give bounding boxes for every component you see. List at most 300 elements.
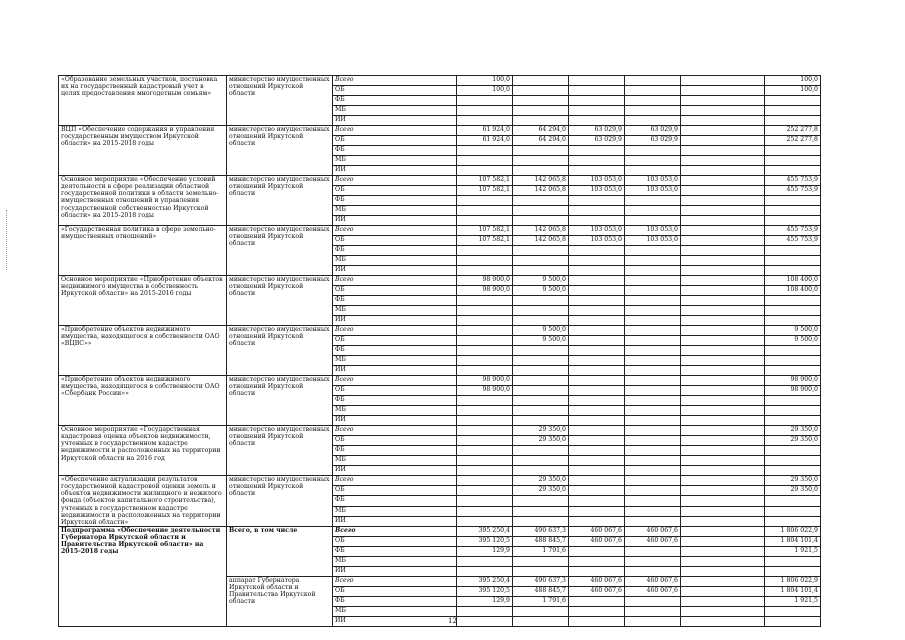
funding-source-cell: ИИ: [333, 616, 457, 626]
total-value-cell: 1 921,5: [765, 596, 821, 606]
year-value-cell: 9 500,0: [513, 326, 569, 336]
year-value-cell: [625, 446, 681, 456]
spacer-cell: [681, 306, 765, 316]
year-value-cell: [625, 336, 681, 346]
total-value-cell: [765, 316, 821, 326]
year-value-cell: 107 582,1: [457, 236, 513, 246]
year-value-cell: 103 053,0: [625, 186, 681, 196]
year-value-cell: 9 500,0: [513, 336, 569, 346]
year-value-cell: 63 029,9: [625, 126, 681, 136]
year-value-cell: [457, 566, 513, 576]
year-value-cell: [569, 426, 625, 436]
total-value-cell: 9 500,0: [765, 336, 821, 346]
table-row: [59, 76, 821, 86]
funding-source-cell: ОБ: [333, 436, 457, 446]
total-value-cell: [765, 196, 821, 206]
funding-source-cell: ФБ: [333, 446, 457, 456]
year-value-cell: 395 120,5: [457, 586, 513, 596]
year-value-cell: 490 637,3: [513, 526, 569, 536]
funding-source-cell: ИИ: [333, 566, 457, 576]
total-value-cell: [765, 356, 821, 366]
year-value-cell: [569, 86, 625, 96]
total-value-cell: 455 753,9: [765, 226, 821, 236]
year-value-cell: [625, 76, 681, 86]
year-value-cell: [513, 446, 569, 456]
year-value-cell: [457, 306, 513, 316]
spacer-cell: [681, 326, 765, 336]
total-value-cell: [765, 296, 821, 306]
funding-source-cell: ОБ: [333, 486, 457, 496]
year-value-cell: [457, 156, 513, 166]
total-value-cell: 252 277,8: [765, 136, 821, 146]
year-value-cell: [625, 496, 681, 506]
funding-source-cell: ОБ: [333, 236, 457, 246]
year-value-cell: [457, 326, 513, 336]
total-value-cell: 29 350,0: [765, 426, 821, 436]
year-value-cell: 63 029,9: [625, 136, 681, 146]
spacer-cell: [681, 296, 765, 306]
year-value-cell: [513, 306, 569, 316]
total-value-cell: 252 277,8: [765, 126, 821, 136]
table-row: [59, 126, 821, 136]
year-value-cell: [625, 396, 681, 406]
funding-source-cell: МБ: [333, 506, 457, 516]
measure-name-cell: «Приобретение объектов недвижимого имущества, находящегося в собственности ОАО «Сбербанк России»»: [59, 376, 227, 426]
spacer-cell: [681, 606, 765, 616]
year-value-cell: [569, 276, 625, 286]
year-value-cell: [457, 556, 513, 566]
total-value-cell: 29 350,0: [765, 486, 821, 496]
budget-table: [58, 75, 821, 627]
executor-cell: министерство имущественных отношений Иркутской области: [227, 126, 333, 176]
year-value-cell: [625, 216, 681, 226]
funding-source-cell: ФБ: [333, 96, 457, 106]
total-value-cell: [765, 106, 821, 116]
funding-source-cell: ОБ: [333, 336, 457, 346]
year-value-cell: [625, 316, 681, 326]
spacer-cell: [681, 556, 765, 566]
year-value-cell: [513, 166, 569, 176]
year-value-cell: [569, 246, 625, 256]
spacer-cell: [681, 126, 765, 136]
year-value-cell: [569, 386, 625, 396]
year-value-cell: 460 067,6: [569, 536, 625, 546]
total-value-cell: [765, 246, 821, 256]
total-value-cell: 29 350,0: [765, 436, 821, 446]
total-value-cell: 455 753,9: [765, 176, 821, 186]
spacer-cell: [681, 236, 765, 246]
year-value-cell: [625, 96, 681, 106]
total-value-cell: 98 900,0: [765, 376, 821, 386]
year-value-cell: [625, 436, 681, 446]
spacer-cell: [681, 416, 765, 426]
table-row: [59, 176, 821, 186]
year-value-cell: [513, 206, 569, 216]
year-value-cell: 61 924,0: [457, 126, 513, 136]
year-value-cell: [569, 546, 625, 556]
year-value-cell: [625, 296, 681, 306]
funding-source-cell: ОБ: [333, 286, 457, 296]
spacer-cell: [681, 346, 765, 356]
spacer-cell: [681, 266, 765, 276]
total-value-cell: [765, 396, 821, 406]
funding-source-cell: ОБ: [333, 186, 457, 196]
year-value-cell: [457, 346, 513, 356]
year-value-cell: [569, 396, 625, 406]
funding-source-cell: Всего: [333, 326, 457, 336]
funding-source-cell: МБ: [333, 256, 457, 266]
year-value-cell: 107 582,1: [457, 226, 513, 236]
year-value-cell: [569, 336, 625, 346]
funding-source-cell: ИИ: [333, 316, 457, 326]
total-value-cell: [765, 366, 821, 376]
year-value-cell: [625, 206, 681, 216]
year-value-cell: 107 582,1: [457, 176, 513, 186]
table-row: [59, 226, 821, 236]
year-value-cell: 29 350,0: [513, 436, 569, 446]
year-value-cell: [513, 356, 569, 366]
spacer-cell: [681, 516, 765, 526]
total-value-cell: [765, 456, 821, 466]
year-value-cell: [569, 606, 625, 616]
year-value-cell: 460 067,6: [625, 576, 681, 586]
table-row: [59, 426, 821, 436]
funding-source-cell: Всего: [333, 226, 457, 236]
subprogram-name-cell: Подпрограмма «Обеспечение деятельности Губернатора Иркутской области и Правительства Иркутской области» на 2015-2018 годы: [59, 526, 227, 626]
executor-cell: министерство имущественных отношений Иркутской области: [227, 326, 333, 376]
total-value-cell: 108 400,0: [765, 286, 821, 296]
year-value-cell: [513, 606, 569, 616]
year-value-cell: [569, 256, 625, 266]
total-value-cell: [765, 566, 821, 576]
funding-source-cell: Всего: [333, 176, 457, 186]
spacer-cell: [681, 156, 765, 166]
spacer-cell: [681, 276, 765, 286]
year-value-cell: [457, 356, 513, 366]
year-value-cell: [569, 76, 625, 86]
year-value-cell: [513, 156, 569, 166]
year-value-cell: [457, 96, 513, 106]
funding-source-cell: МБ: [333, 406, 457, 416]
executor-cell: министерство имущественных отношений Иркутской области: [227, 376, 333, 426]
funding-source-cell: ОБ: [333, 586, 457, 596]
total-value-cell: 1 921,5: [765, 546, 821, 556]
year-value-cell: [457, 206, 513, 216]
funding-source-cell: ИИ: [333, 366, 457, 376]
year-value-cell: 9 500,0: [513, 286, 569, 296]
year-value-cell: [569, 456, 625, 466]
funding-source-cell: ИИ: [333, 466, 457, 476]
year-value-cell: [513, 266, 569, 276]
year-value-cell: 98 900,0: [457, 286, 513, 296]
year-value-cell: [513, 376, 569, 386]
year-value-cell: [513, 116, 569, 126]
year-value-cell: [625, 466, 681, 476]
executor-cell: аппарат Губернатора Иркутской области и Правительства Иркутской области: [227, 576, 333, 626]
year-value-cell: [569, 486, 625, 496]
year-value-cell: [569, 106, 625, 116]
year-value-cell: [513, 86, 569, 96]
total-value-cell: 108 400,0: [765, 276, 821, 286]
year-value-cell: 460 067,6: [569, 526, 625, 536]
year-value-cell: [457, 396, 513, 406]
measure-name-cell: Основное мероприятие «Приобретение объектов недвижимого имущества в собственность Иркутской области» на 2015-2016 годы: [59, 276, 227, 326]
year-value-cell: [569, 496, 625, 506]
total-value-cell: [765, 416, 821, 426]
year-value-cell: 129,9: [457, 546, 513, 556]
total-value-cell: [765, 606, 821, 616]
year-value-cell: [513, 316, 569, 326]
year-value-cell: [625, 196, 681, 206]
year-value-cell: [569, 556, 625, 566]
spacer-cell: [681, 436, 765, 446]
year-value-cell: [569, 416, 625, 426]
spacer-cell: [681, 576, 765, 586]
table-row: [59, 276, 821, 286]
year-value-cell: [569, 206, 625, 216]
year-value-cell: 142 065,8: [513, 236, 569, 246]
year-value-cell: [625, 376, 681, 386]
year-value-cell: [457, 456, 513, 466]
year-value-cell: [513, 416, 569, 426]
year-value-cell: 61 924,0: [457, 136, 513, 146]
funding-source-cell: Всего: [333, 376, 457, 386]
spacer-cell: [681, 406, 765, 416]
spacer-cell: [681, 196, 765, 206]
spacer-cell: [681, 136, 765, 146]
year-value-cell: 103 053,0: [625, 176, 681, 186]
total-value-cell: [765, 146, 821, 156]
year-value-cell: 29 350,0: [513, 476, 569, 486]
funding-source-cell: МБ: [333, 106, 457, 116]
year-value-cell: [513, 466, 569, 476]
year-value-cell: [625, 116, 681, 126]
year-value-cell: [569, 466, 625, 476]
year-value-cell: [457, 496, 513, 506]
year-value-cell: [513, 506, 569, 516]
spacer-cell: [681, 226, 765, 236]
funding-source-cell: Всего: [333, 526, 457, 536]
year-value-cell: [457, 246, 513, 256]
year-value-cell: [569, 306, 625, 316]
year-value-cell: [569, 286, 625, 296]
spacer-cell: [681, 466, 765, 476]
year-value-cell: [457, 166, 513, 176]
total-value-cell: 1 806 022,9: [765, 526, 821, 536]
spacer-cell: [681, 176, 765, 186]
spacer-cell: [681, 336, 765, 346]
spacer-cell: [681, 166, 765, 176]
year-value-cell: [513, 566, 569, 576]
executor-cell: Всего, в том числе: [227, 526, 333, 576]
year-value-cell: [457, 506, 513, 516]
year-value-cell: [569, 326, 625, 336]
total-value-cell: 1 804 101,4: [765, 586, 821, 596]
year-value-cell: [513, 366, 569, 376]
year-value-cell: [569, 116, 625, 126]
funding-source-cell: МБ: [333, 206, 457, 216]
binding-margin-marks: [6, 210, 8, 270]
year-value-cell: [513, 496, 569, 506]
year-value-cell: [457, 256, 513, 266]
year-value-cell: 395 250,4: [457, 526, 513, 536]
total-value-cell: [765, 96, 821, 106]
year-value-cell: [569, 146, 625, 156]
year-value-cell: [457, 146, 513, 156]
year-value-cell: 142 065,8: [513, 226, 569, 236]
year-value-cell: [457, 216, 513, 226]
funding-source-cell: ФБ: [333, 546, 457, 556]
measure-name-cell: «Обеспечение актуализации результатов государственной кадастровой оценки земель и объектов недвижимости жилищного и нежилого фонда (объектов капитального строительства), учтенных в государственном кадастре недвижимости и расположенных на территории Иркутской области»: [59, 476, 227, 527]
spacer-cell: [681, 476, 765, 486]
year-value-cell: [457, 116, 513, 126]
year-value-cell: [569, 516, 625, 526]
funding-source-cell: МБ: [333, 306, 457, 316]
year-value-cell: 460 067,6: [625, 526, 681, 536]
total-value-cell: [765, 556, 821, 566]
year-value-cell: [625, 156, 681, 166]
year-value-cell: 107 582,1: [457, 186, 513, 196]
year-value-cell: [625, 256, 681, 266]
spacer-cell: [681, 446, 765, 456]
year-value-cell: 395 120,5: [457, 536, 513, 546]
year-value-cell: [457, 476, 513, 486]
total-value-cell: [765, 516, 821, 526]
spacer-cell: [681, 146, 765, 156]
measure-name-cell: «Приобретение объектов недвижимого имущества, находящегося в собственности ОАО «ВЦВС»»: [59, 326, 227, 376]
year-value-cell: [569, 196, 625, 206]
year-value-cell: [457, 446, 513, 456]
measure-name-cell: «Образование земельных участков, постановка их на государственный кадастровый учет в целях предоставления многодетным семьям»: [59, 76, 227, 126]
executor-cell: министерство имущественных отношений Иркутской области: [227, 276, 333, 326]
year-value-cell: 29 350,0: [513, 486, 569, 496]
year-value-cell: [457, 516, 513, 526]
year-value-cell: [569, 506, 625, 516]
year-value-cell: 460 067,6: [569, 586, 625, 596]
year-value-cell: [625, 606, 681, 616]
table-row: [59, 376, 821, 386]
year-value-cell: [625, 276, 681, 286]
funding-source-cell: Всего: [333, 476, 457, 486]
total-value-cell: 1 806 022,9: [765, 576, 821, 586]
spacer-cell: [681, 456, 765, 466]
total-value-cell: [765, 156, 821, 166]
funding-source-cell: МБ: [333, 556, 457, 566]
year-value-cell: 1 791,6: [513, 596, 569, 606]
year-value-cell: [625, 596, 681, 606]
year-value-cell: [513, 246, 569, 256]
funding-source-cell: ФБ: [333, 346, 457, 356]
year-value-cell: [569, 446, 625, 456]
year-value-cell: [569, 96, 625, 106]
year-value-cell: [457, 366, 513, 376]
year-value-cell: [625, 476, 681, 486]
year-value-cell: 103 053,0: [569, 226, 625, 236]
year-value-cell: [513, 556, 569, 566]
year-value-cell: [569, 166, 625, 176]
year-value-cell: 98 900,0: [457, 276, 513, 286]
funding-source-cell: ИИ: [333, 216, 457, 226]
funding-source-cell: ИИ: [333, 166, 457, 176]
year-value-cell: [513, 76, 569, 86]
year-value-cell: [625, 86, 681, 96]
spacer-cell: [681, 116, 765, 126]
year-value-cell: 395 250,4: [457, 576, 513, 586]
measure-name-cell: «Государственная политика в сфере земельно-имущественных отношений»: [59, 226, 227, 276]
year-value-cell: 64 294,0: [513, 136, 569, 146]
year-value-cell: [569, 356, 625, 366]
year-value-cell: [569, 406, 625, 416]
total-value-cell: 9 500,0: [765, 326, 821, 336]
total-value-cell: [765, 256, 821, 266]
spacer-cell: [681, 546, 765, 556]
year-value-cell: [457, 436, 513, 446]
spacer-cell: [681, 86, 765, 96]
funding-source-cell: ИИ: [333, 416, 457, 426]
total-value-cell: [765, 346, 821, 356]
total-value-cell: 29 350,0: [765, 476, 821, 486]
spacer-cell: [681, 286, 765, 296]
year-value-cell: [513, 456, 569, 466]
executor-cell: министерство имущественных отношений Иркутской области: [227, 226, 333, 276]
year-value-cell: 1 791,6: [513, 546, 569, 556]
year-value-cell: [625, 306, 681, 316]
spacer-cell: [681, 536, 765, 546]
funding-source-cell: ФБ: [333, 396, 457, 406]
year-value-cell: 63 029,9: [569, 126, 625, 136]
year-value-cell: 9 500,0: [513, 276, 569, 286]
spacer-cell: [681, 386, 765, 396]
spacer-cell: [681, 566, 765, 576]
spacer-cell: [681, 426, 765, 436]
funding-source-cell: ФБ: [333, 196, 457, 206]
total-value-cell: 455 753,9: [765, 236, 821, 246]
spacer-cell: [681, 206, 765, 216]
year-value-cell: [569, 316, 625, 326]
total-value-cell: [765, 266, 821, 276]
total-value-cell: 100,0: [765, 76, 821, 86]
year-value-cell: [625, 556, 681, 566]
funding-source-cell: МБ: [333, 606, 457, 616]
table-row: [59, 526, 821, 536]
year-value-cell: [569, 566, 625, 576]
year-value-cell: 103 053,0: [625, 226, 681, 236]
spacer-cell: [681, 246, 765, 256]
funding-source-cell: ИИ: [333, 266, 457, 276]
year-value-cell: [625, 486, 681, 496]
funding-source-cell: Всего: [333, 276, 457, 286]
year-value-cell: 103 053,0: [625, 236, 681, 246]
spacer-cell: [681, 106, 765, 116]
year-value-cell: [513, 196, 569, 206]
year-value-cell: [625, 546, 681, 556]
year-value-cell: [457, 426, 513, 436]
year-value-cell: [513, 106, 569, 116]
year-value-cell: [625, 456, 681, 466]
year-value-cell: [513, 256, 569, 266]
year-value-cell: [457, 416, 513, 426]
funding-source-cell: МБ: [333, 156, 457, 166]
year-value-cell: [625, 386, 681, 396]
year-value-cell: 29 350,0: [513, 426, 569, 436]
year-value-cell: [513, 216, 569, 226]
year-value-cell: [457, 266, 513, 276]
spacer-cell: [681, 216, 765, 226]
spacer-cell: [681, 496, 765, 506]
funding-source-cell: ИИ: [333, 116, 457, 126]
year-value-cell: [569, 476, 625, 486]
funding-source-cell: ОБ: [333, 536, 457, 546]
